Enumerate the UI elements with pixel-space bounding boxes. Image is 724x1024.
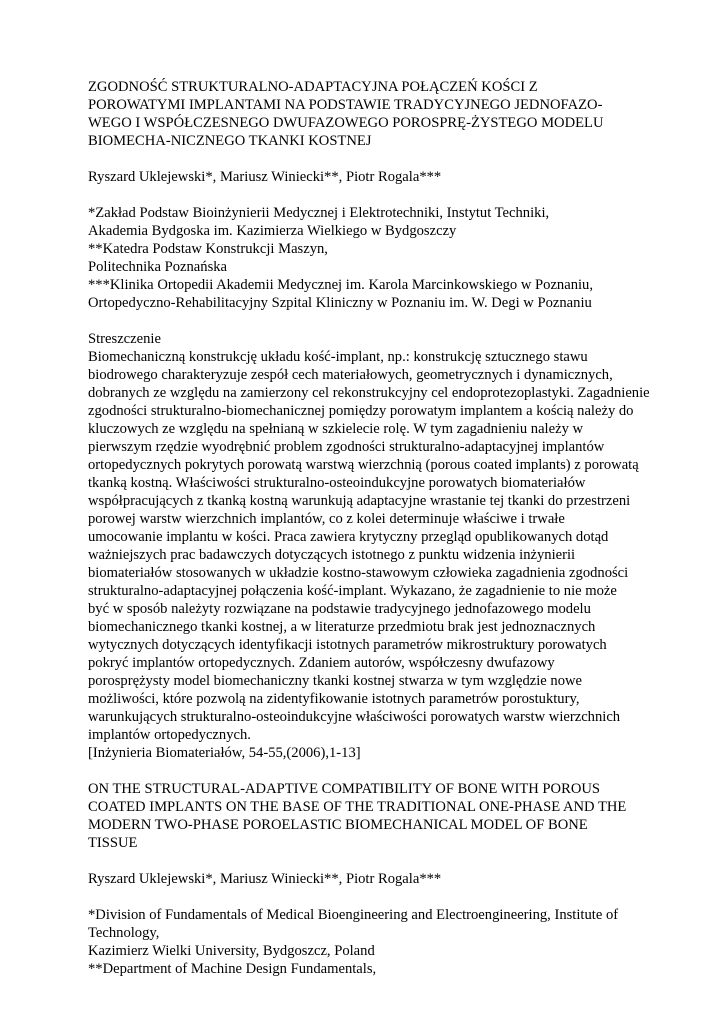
abstract-line: biomateriałów stosowanych w układzie kostno-stawowym człowieka zagadnienia zgodności	[88, 565, 629, 581]
title-line: BIOMECHA-NICZNEGO TKANKI KOSTNEJ	[88, 133, 372, 149]
abstract-line: współpracujących z tkanką kostną warunkują adaptacyjne wrastanie tej tkanki do przestrzeni	[88, 493, 631, 509]
affiliation-line: Kazimierz Wielki University, Bydgoszcz, Poland	[88, 943, 375, 959]
abstract-heading: Streszczenie	[88, 331, 161, 347]
affiliation-line: Technology,	[88, 925, 160, 941]
abstract-line: implantów ortopedycznych.	[88, 727, 251, 743]
english-authors: Ryszard Uklejewski*, Mariusz Winiecki**, Piotr Rogala***	[88, 871, 442, 887]
abstract-line: ważniejszych prac badawczych dotyczących istotnego z punktu widzenia inżynierii	[88, 547, 576, 563]
affiliation-line: Akademia Bydgoska im. Kazimierza Wielkiego w Bydgoszczy	[88, 223, 457, 239]
title-line: MODERN TWO-PHASE POROELASTIC BIOMECHANICAL MODEL OF BONE	[88, 817, 588, 833]
abstract-line: dobranych ze względu na zamierzony cel rekonstrukcyjny cel endoprotezoplastyki. Zagadnienie	[88, 385, 650, 401]
abstract-line: porosprężysty model biomechaniczny tkanki kostnej stwarza w tym względzie nowe	[88, 673, 583, 689]
polish-affiliations	[88, 204, 668, 312]
abstract-line: możliwości, które pozwolą na zidentyfikowanie istotnych parametrów porostuktury,	[88, 691, 580, 707]
affiliation-line: **Department of Machine Design Fundamentals,	[88, 961, 377, 977]
abstract-line: biodrowego charakteryzuje zespół cech materiałowych, geometrycznych i dynamicznych,	[88, 367, 613, 383]
title-line: POROWATYMI IMPLANTAMI NA PODSTAWIE TRADYCYJNEGO JEDNOFAZO-	[88, 97, 603, 113]
english-title	[88, 780, 668, 852]
affiliation-line: Ortopedyczno-Rehabilitacyjny Szpital Kliniczny w Poznaniu im. W. Degi w Poznaniu	[88, 295, 592, 311]
abstract-line: wytycznych dotyczących identyfikacji istotnych parametrów mikrostruktury porowatych	[88, 637, 607, 653]
abstract-line: pokryć implantów ortopedycznych. Zdaniem autorów, współczesny dwufazowy	[88, 655, 555, 671]
abstract-line: warunkujących strukturalno-osteoindukcyjne właściwości porowatych warstw wierzchnich	[88, 709, 621, 725]
document-page	[88, 78, 668, 978]
abstract-line: pierwszym rzędzie wyodrębnić problem zgodności strukturalno-adaptacyjnej implantów	[88, 439, 605, 455]
polish-authors: Ryszard Uklejewski*, Mariusz Winiecki**, Piotr Rogala***	[88, 169, 442, 185]
title-line: WEGO I WSPÓŁCZESNEGO DWUFAZOWEGO POROSPRĘ-ŻYSTEGO MODELU	[88, 115, 604, 131]
abstract-line: porowej warstw wierzchnich implantów, co z kolei determinuje właściwe i trwałe	[88, 511, 565, 527]
abstract-line: zgodności strukturalno-biomechanicznej pomiędzy porowatym implantem a kością należy do	[88, 403, 634, 419]
abstract-line: być w sposób należyty rozwiązane na podstawie tradycyjnego jednofazowego modelu	[88, 601, 591, 617]
abstract-line: umocowanie implantu w kości. Praca zawiera krytyczny przegląd opublikowanych dotąd	[88, 529, 609, 545]
title-line: COATED IMPLANTS ON THE BASE OF THE TRADITIONAL ONE-PHASE AND THE	[88, 799, 627, 815]
abstract-line: tkanką kostną. Właściwości strukturalno-osteoindukcyjne porowatych biomateriałów	[88, 475, 586, 491]
english-affiliations	[88, 906, 668, 978]
affiliation-line: Politechnika Poznańska	[88, 259, 228, 275]
title-line: TISSUE	[88, 835, 138, 851]
abstract-line: Biomechaniczną konstrukcję układu kość-implant, np.: konstrukcję sztucznego stawu	[88, 349, 588, 365]
title-line: ZGODNOŚĆ STRUKTURALNO-ADAPTACYJNA POŁĄCZEŃ KOŚCI Z	[88, 79, 538, 95]
abstract-line: biomechanicznego tkanki kostnej, a w literaturze przedmiotu brak jest jednoznacznych	[88, 619, 596, 635]
affiliation-line: **Katedra Podstaw Konstrukcji Maszyn,	[88, 241, 328, 257]
polish-title	[88, 78, 668, 150]
abstract-line: kluczowych ze względu na spełnianą w szkielecie rolę. W tym zagadnieniu należy w	[88, 421, 584, 437]
abstract-body	[88, 348, 668, 744]
title-line: ON THE STRUCTURAL-ADAPTIVE COMPATIBILITY OF BONE WITH POROUS	[88, 781, 601, 797]
affiliation-line: *Division of Fundamentals of Medical Bioengineering and Electroengineering, Institute of	[88, 907, 619, 923]
abstract-line: strukturalno-adaptacyjnej połączenia kość-implant. Wykazano, że zagadnienie to nie może	[88, 583, 617, 599]
affiliation-line: *Zakład Podstaw Bioinżynierii Medycznej i Elektrotechniki, Instytut Techniki,	[88, 205, 550, 221]
affiliation-line: ***Klinika Ortopedii Akademii Medycznej im. Karola Marcinkowskiego w Poznaniu,	[88, 277, 593, 293]
citation: [Inżynieria Biomateriałów, 54-55,(2006),1-13]	[88, 745, 361, 761]
abstract-line: ortopedycznych pokrytych porowatą warstwą wierzchnią (porous coated implants) z porowatą	[88, 457, 639, 473]
